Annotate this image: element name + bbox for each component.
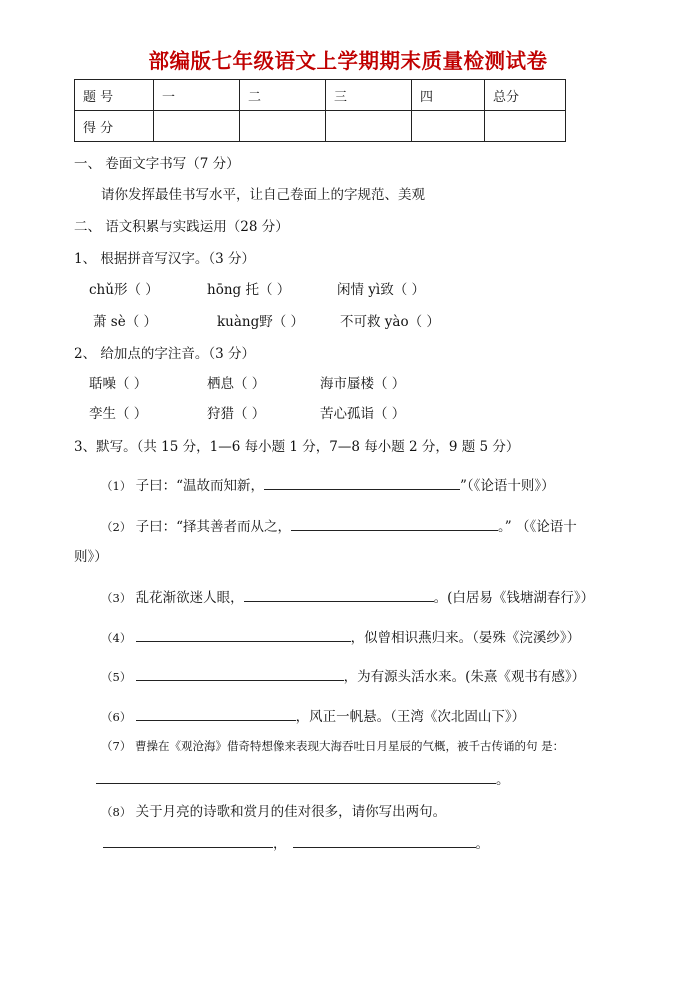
answer-blank-2[interactable] (293, 833, 476, 848)
exam-title: 部编版七年级语文上学期期末质量检测试卷 (148, 49, 548, 73)
section1-heading: 一、 卷面文字书写（7 分） (74, 156, 240, 172)
item-number: （2） (101, 520, 132, 534)
q3-item-4 (101, 626, 580, 646)
q2-item-5: 狩猎（ ） (207, 406, 266, 422)
q2-title: 2、 给加点的字注音。（3 分） (74, 346, 256, 362)
header-cell-total: 总分 (485, 80, 566, 111)
answer-blank[interactable] (96, 769, 496, 784)
item-source: 。” （《论语十 (498, 519, 577, 535)
item-source: 。(白居易《钱塘湖春行》） (433, 590, 595, 606)
score-table-header-row (75, 80, 566, 111)
answer-blank[interactable] (136, 627, 351, 642)
q1-item-5: kuàng野（ ） (217, 314, 305, 330)
q3-item-6 (101, 705, 525, 725)
score-cell-total[interactable] (485, 111, 566, 142)
item-number: （8） (101, 805, 132, 819)
answer-blank[interactable] (264, 475, 460, 490)
item-source: ，似曾相识燕归来。（晏殊《浣溪纱》） (350, 630, 581, 646)
item-prompt: 乱花渐欲迷人眼， (135, 590, 244, 606)
q2-item-1: 聒噪（ ） (89, 376, 148, 392)
score-cell-4[interactable] (412, 111, 485, 142)
q3-item-8 (101, 800, 446, 820)
q1-item-6: 不可救 yào（ ） (340, 314, 440, 330)
q3-title: 3、默写。（共 15 分，1—6 每小题 1 分，7—8 每小题 2 分，9 题 5 分） (74, 439, 520, 455)
header-cell-4: 四 (412, 80, 485, 111)
answer-blank-1[interactable] (103, 833, 273, 848)
q1-item-3: 闲情 yì致（ ） (337, 282, 426, 298)
item-number: （5） (101, 670, 132, 684)
item-number: （1） (101, 479, 132, 493)
q2-item-3: 海市蜃楼（ ） (320, 376, 406, 392)
item-source: ”（《论语十则》） (460, 478, 555, 494)
header-cell-3: 三 (326, 80, 412, 111)
q3-item-7 (101, 738, 564, 754)
q2-item-6: 苦心孤诣（ ） (320, 406, 406, 422)
q3-item-3 (101, 586, 594, 606)
score-table (74, 79, 566, 142)
q3-item-8-answer (103, 832, 489, 852)
item-prompt: 关于月亮的诗歌和赏月的佳对很多，请你写出两句。 (135, 804, 447, 820)
q2-item-2: 栖息（ ） (207, 376, 266, 392)
header-cell-2: 二 (240, 80, 326, 111)
q3-item-7-answer (96, 768, 510, 788)
item-prompt: 子曰：“温故而知新， (135, 478, 265, 494)
item-number: （7） (101, 739, 132, 753)
item-prompt: 子曰：“择其善者而从之， (135, 519, 292, 535)
score-cell-2[interactable] (240, 111, 326, 142)
item-number: （3） (101, 591, 132, 605)
score-row-label: 得 分 (75, 111, 154, 142)
item-end: 。 (475, 836, 489, 852)
item-prompt: 曹操在《观沧海》借奇特想像来表现大海吞吐日月星辰的气概，被千古传诵的句 是： (134, 739, 565, 753)
item-source: ，为有源头活水来。(朱熹《观书有感》） (343, 669, 586, 685)
score-cell-3[interactable] (326, 111, 412, 142)
q1-item-1: chǔ形（ ） (89, 282, 159, 298)
header-cell-label: 题 号 (75, 80, 154, 111)
answer-blank[interactable] (244, 587, 434, 602)
answer-blank[interactable] (136, 706, 296, 721)
q2-item-4: 孪生（ ） (89, 406, 148, 422)
q3-item-2-continued: 则》） (74, 549, 108, 565)
item-source: ，风正一帆悬。（王湾《次北固山下》） (295, 709, 526, 725)
score-cell-1[interactable] (154, 111, 240, 142)
item-end: 。 (496, 772, 510, 788)
q3-item-5 (101, 665, 585, 685)
q1-item-2: hōng 托（ ） (207, 282, 291, 298)
q1-title: 1、 根据拼音写汉字。（3 分） (74, 251, 256, 267)
section1-text: 请你发挥最佳书写水平，让自己卷面上的字规范、美观 (101, 187, 425, 203)
item-number: （4） (101, 631, 132, 645)
q1-item-4: 萧 sè（ ） (93, 314, 157, 330)
answer-blank[interactable] (136, 666, 344, 681)
item-number: （6） (101, 710, 132, 724)
q3-item-1 (101, 474, 555, 494)
answer-blank[interactable] (291, 516, 498, 531)
score-table-score-row (75, 111, 566, 142)
q3-item-2 (101, 515, 577, 535)
item-mid: ， (273, 836, 287, 852)
section2-heading: 二、 语文积累与实践运用（28 分） (74, 219, 289, 235)
header-cell-1: 一 (154, 80, 240, 111)
